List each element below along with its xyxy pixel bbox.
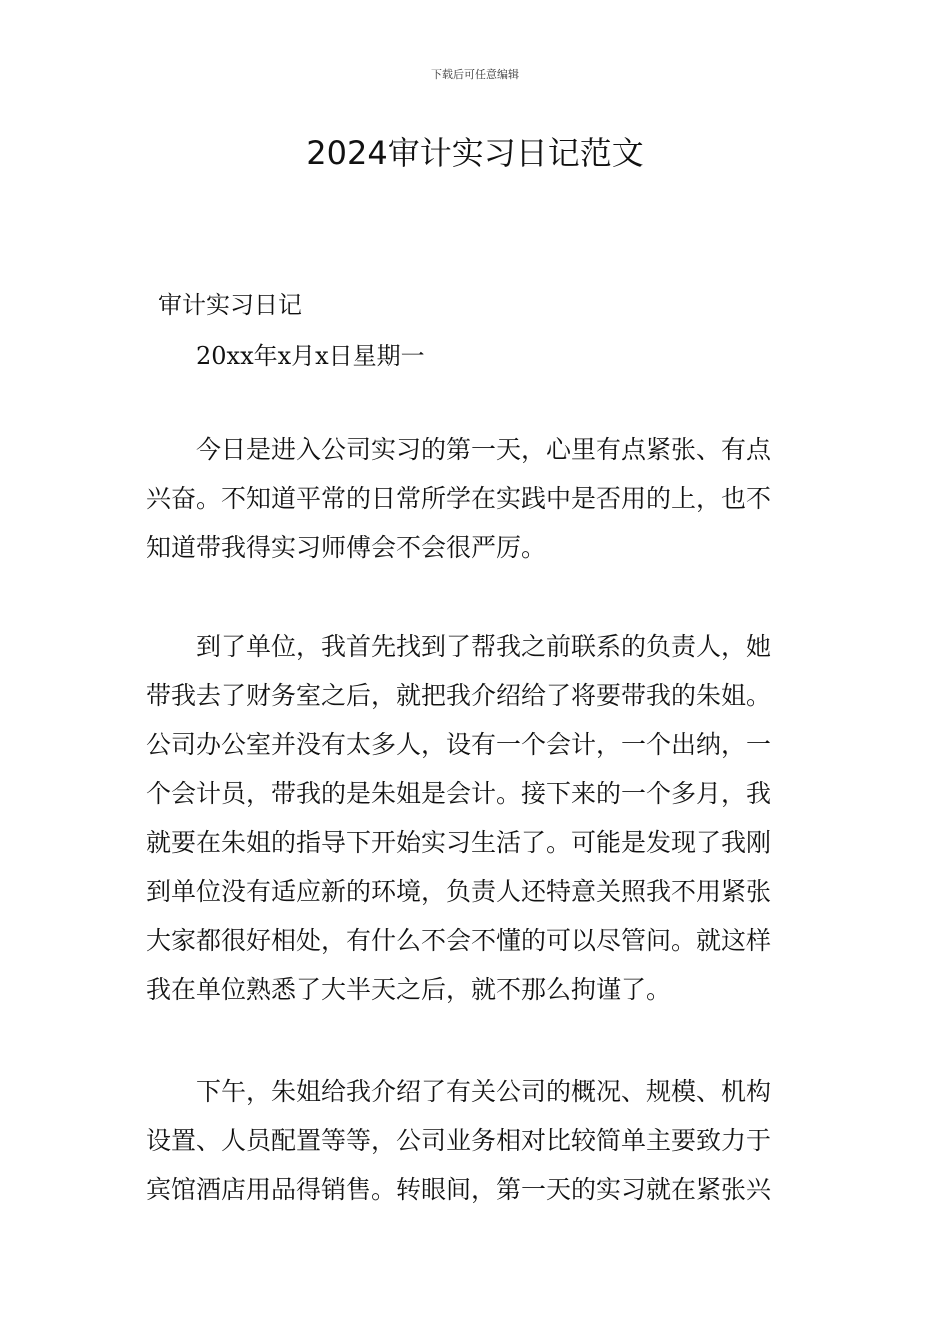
paragraph-line: 到单位没有适应新的环境，负责人还特意关照我不用紧张 bbox=[146, 877, 772, 906]
paragraph-line: 就要在朱姐的指导下开始实习生活了。可能是发现了我刚 bbox=[146, 828, 772, 857]
paragraph-line: 宾馆酒店用品得销售。转眼间，第一天的实习就在紧张兴 bbox=[146, 1175, 772, 1204]
paragraph-line: 我在单位熟悉了大半天之后，就不那么拘谨了。 bbox=[146, 975, 672, 1004]
paragraph-line: 带我去了财务室之后，就把我介绍给了将要带我的朱姐。 bbox=[146, 681, 772, 710]
paragraph-3 bbox=[146, 1067, 808, 1214]
subheading: 审计实习日记 bbox=[158, 291, 302, 319]
paragraph-line: 到了单位，我首先找到了帮我之前联系的负责人，她 bbox=[196, 632, 772, 661]
date-line: 20xx年x月x日星期一 bbox=[196, 342, 425, 370]
paragraph-line: 知道带我得实习师傅会不会很严厉。 bbox=[146, 533, 547, 562]
paragraph-line: 大家都很好相处，有什么不会不懂的可以尽管问。就这样 bbox=[146, 926, 772, 955]
header-note: 下载后可任意编辑 bbox=[431, 68, 519, 81]
paragraph-line: 公司办公室并没有太多人，设有一个会计，一个出纳，一 bbox=[146, 730, 772, 759]
paragraph-1 bbox=[146, 425, 808, 572]
paragraph-line: 下午，朱姐给我介绍了有关公司的概况、规模、机构 bbox=[196, 1077, 772, 1106]
paragraph-line: 设置、人员配置等等，公司业务相对比较简单主要致力于 bbox=[146, 1126, 772, 1155]
paragraph-line: 兴奋。不知道平常的日常所学在实践中是否用的上，也不 bbox=[146, 484, 772, 513]
paragraph-line: 今日是进入公司实习的第一天，心里有点紧张、有点 bbox=[196, 435, 772, 464]
paragraph-2 bbox=[146, 622, 808, 1014]
document-title: 2024审计实习日记范文 bbox=[306, 134, 644, 172]
paragraph-line: 个会计员，带我的是朱姐是会计。接下来的一个多月，我 bbox=[146, 779, 772, 808]
